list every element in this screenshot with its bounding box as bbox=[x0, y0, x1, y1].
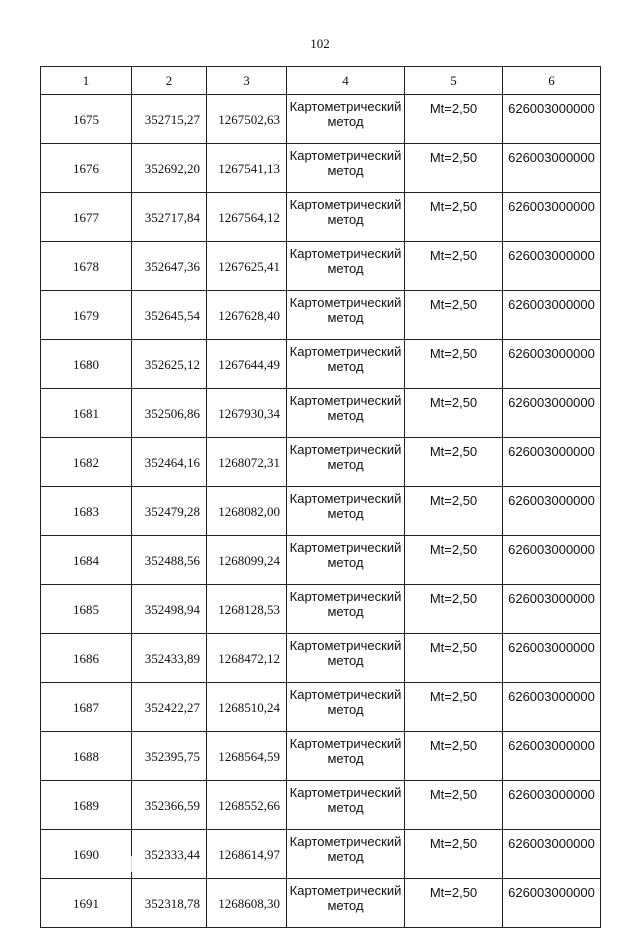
code-cell: 626003000000 bbox=[503, 242, 601, 291]
accuracy-cell: Mt=2,50 bbox=[405, 95, 503, 144]
table-row bbox=[41, 732, 601, 781]
code-cell: 626003000000 bbox=[503, 732, 601, 781]
x-coordinate-cell: 352422,27 bbox=[132, 683, 207, 732]
code-cell: 626003000000 bbox=[503, 683, 601, 732]
header-cell-accuracy: 5 bbox=[405, 67, 503, 95]
y-coordinate-cell: 1268608,30 bbox=[207, 879, 287, 928]
y-coordinate-cell: 1268552,66 bbox=[207, 781, 287, 830]
code-cell: 626003000000 bbox=[503, 634, 601, 683]
method-cell: Картометрический метод bbox=[287, 95, 405, 144]
y-coordinate-cell: 1267628,40 bbox=[207, 291, 287, 340]
method-cell: Картометрический метод bbox=[287, 438, 405, 487]
method-cell: Картометрический метод bbox=[287, 242, 405, 291]
accuracy-cell: Mt=2,50 bbox=[405, 242, 503, 291]
table-row bbox=[41, 438, 601, 487]
x-coordinate-cell: 352464,16 bbox=[132, 438, 207, 487]
page-number: 102 bbox=[310, 36, 330, 51]
code-cell: 626003000000 bbox=[503, 781, 601, 830]
accuracy-cell: Mt=2,50 bbox=[405, 683, 503, 732]
point-number-cell: 1676 bbox=[41, 144, 132, 193]
header-cell-method: 4 bbox=[287, 67, 405, 95]
method-cell: Картометрический метод bbox=[287, 732, 405, 781]
method-cell: Картометрический метод bbox=[287, 389, 405, 438]
table-row bbox=[41, 683, 601, 732]
point-number-cell: 1686 bbox=[41, 634, 132, 683]
code-cell: 626003000000 bbox=[503, 830, 601, 879]
y-coordinate-cell: 1268564,59 bbox=[207, 732, 287, 781]
x-coordinate-cell: 352479,28 bbox=[132, 487, 207, 536]
x-coordinate-cell: 352506,86 bbox=[132, 389, 207, 438]
point-number-cell: 1683 bbox=[41, 487, 132, 536]
x-coordinate-cell: 352498,94 bbox=[132, 585, 207, 634]
accuracy-cell: Mt=2,50 bbox=[405, 585, 503, 634]
code-cell: 626003000000 bbox=[503, 389, 601, 438]
method-cell: Картометрический метод bbox=[287, 634, 405, 683]
accuracy-cell: Mt=2,50 bbox=[405, 340, 503, 389]
method-cell: Картометрический метод bbox=[287, 340, 405, 389]
accuracy-cell: Mt=2,50 bbox=[405, 781, 503, 830]
accuracy-cell: Mt=2,50 bbox=[405, 193, 503, 242]
x-coordinate-cell: 352333,44 bbox=[132, 830, 207, 879]
table-row bbox=[41, 95, 601, 144]
table-row bbox=[41, 879, 601, 928]
point-number-cell: 1690 bbox=[41, 830, 132, 879]
point-number-cell: 1688 bbox=[41, 732, 132, 781]
code-cell: 626003000000 bbox=[503, 536, 601, 585]
y-coordinate-cell: 1267644,49 bbox=[207, 340, 287, 389]
accuracy-cell: Mt=2,50 bbox=[405, 144, 503, 193]
accuracy-cell: Mt=2,50 bbox=[405, 438, 503, 487]
point-number-cell: 1687 bbox=[41, 683, 132, 732]
point-number-cell: 1675 bbox=[41, 95, 132, 144]
y-coordinate-cell: 1268510,24 bbox=[207, 683, 287, 732]
accuracy-cell: Mt=2,50 bbox=[405, 732, 503, 781]
table-header-row bbox=[41, 67, 601, 95]
x-coordinate-cell: 352625,12 bbox=[132, 340, 207, 389]
point-number-cell: 1681 bbox=[41, 389, 132, 438]
table-row bbox=[41, 536, 601, 585]
code-cell: 626003000000 bbox=[503, 193, 601, 242]
point-number-cell: 1678 bbox=[41, 242, 132, 291]
table-row bbox=[41, 389, 601, 438]
accuracy-cell: Mt=2,50 bbox=[405, 830, 503, 879]
table-body bbox=[41, 67, 601, 928]
method-cell: Картометрический метод bbox=[287, 585, 405, 634]
accuracy-cell: Mt=2,50 bbox=[405, 536, 503, 585]
table-row bbox=[41, 144, 601, 193]
x-coordinate-cell: 352366,59 bbox=[132, 781, 207, 830]
code-cell: 626003000000 bbox=[503, 144, 601, 193]
point-number-cell: 1689 bbox=[41, 781, 132, 830]
header-cell-code: 6 bbox=[503, 67, 601, 95]
header-cell-x: 2 bbox=[132, 67, 207, 95]
table-row bbox=[41, 340, 601, 389]
y-coordinate-cell: 1267564,12 bbox=[207, 193, 287, 242]
code-cell: 626003000000 bbox=[503, 340, 601, 389]
point-number-cell: 1684 bbox=[41, 536, 132, 585]
method-cell: Картометрический метод bbox=[287, 683, 405, 732]
y-coordinate-cell: 1268472,12 bbox=[207, 634, 287, 683]
method-cell: Картометрический метод bbox=[287, 144, 405, 193]
y-coordinate-cell: 1268072,31 bbox=[207, 438, 287, 487]
x-coordinate-cell: 352395,75 bbox=[132, 732, 207, 781]
x-coordinate-cell: 352647,36 bbox=[132, 242, 207, 291]
code-cell: 626003000000 bbox=[503, 487, 601, 536]
point-number-cell: 1680 bbox=[41, 340, 132, 389]
y-coordinate-cell: 1268082,00 bbox=[207, 487, 287, 536]
accuracy-cell: Mt=2,50 bbox=[405, 634, 503, 683]
x-coordinate-cell: 352488,56 bbox=[132, 536, 207, 585]
x-coordinate-cell: 352318,78 bbox=[132, 879, 207, 928]
code-cell: 626003000000 bbox=[503, 879, 601, 928]
code-cell: 626003000000 bbox=[503, 95, 601, 144]
x-coordinate-cell: 352715,27 bbox=[132, 95, 207, 144]
x-coordinate-cell: 352717,84 bbox=[132, 193, 207, 242]
code-cell: 626003000000 bbox=[503, 291, 601, 340]
table-row bbox=[41, 193, 601, 242]
x-coordinate-cell: 352692,20 bbox=[132, 144, 207, 193]
point-number-cell: 1691 bbox=[41, 879, 132, 928]
y-coordinate-cell: 1268128,53 bbox=[207, 585, 287, 634]
y-coordinate-cell: 1267930,34 bbox=[207, 389, 287, 438]
method-cell: Картометрический метод bbox=[287, 879, 405, 928]
table-row bbox=[41, 291, 601, 340]
header-cell-point-number: 1 bbox=[41, 67, 132, 95]
point-number-cell: 1679 bbox=[41, 291, 132, 340]
accuracy-cell: Mt=2,50 bbox=[405, 291, 503, 340]
y-coordinate-cell: 1268099,24 bbox=[207, 536, 287, 585]
point-number-cell: 1685 bbox=[41, 585, 132, 634]
method-cell: Картометрический метод bbox=[287, 487, 405, 536]
header-cell-y: 3 bbox=[207, 67, 287, 95]
point-number-cell: 1682 bbox=[41, 438, 132, 487]
table-row bbox=[41, 781, 601, 830]
method-cell: Картометрический метод bbox=[287, 781, 405, 830]
table-row bbox=[41, 634, 601, 683]
method-cell: Картометрический метод bbox=[287, 536, 405, 585]
method-cell: Картометрический метод bbox=[287, 830, 405, 879]
point-number-cell: 1677 bbox=[41, 193, 132, 242]
y-coordinate-cell: 1267502,63 bbox=[207, 95, 287, 144]
table-row bbox=[41, 830, 601, 879]
y-coordinate-cell: 1267541,13 bbox=[207, 144, 287, 193]
accuracy-cell: Mt=2,50 bbox=[405, 879, 503, 928]
y-coordinate-cell: 1268614,97 bbox=[207, 830, 287, 879]
x-coordinate-cell: 352645,54 bbox=[132, 291, 207, 340]
y-coordinate-cell: 1267625,41 bbox=[207, 242, 287, 291]
method-cell: Картометрический метод bbox=[287, 193, 405, 242]
x-coordinate-cell: 352433,89 bbox=[132, 634, 207, 683]
table-row bbox=[41, 487, 601, 536]
scan-mark bbox=[131, 856, 132, 872]
accuracy-cell: Mt=2,50 bbox=[405, 487, 503, 536]
method-cell: Картометрический метод bbox=[287, 291, 405, 340]
accuracy-cell: Mt=2,50 bbox=[405, 389, 503, 438]
code-cell: 626003000000 bbox=[503, 585, 601, 634]
table-row bbox=[41, 585, 601, 634]
code-cell: 626003000000 bbox=[503, 438, 601, 487]
coordinates-table bbox=[40, 66, 601, 928]
table-row bbox=[41, 242, 601, 291]
